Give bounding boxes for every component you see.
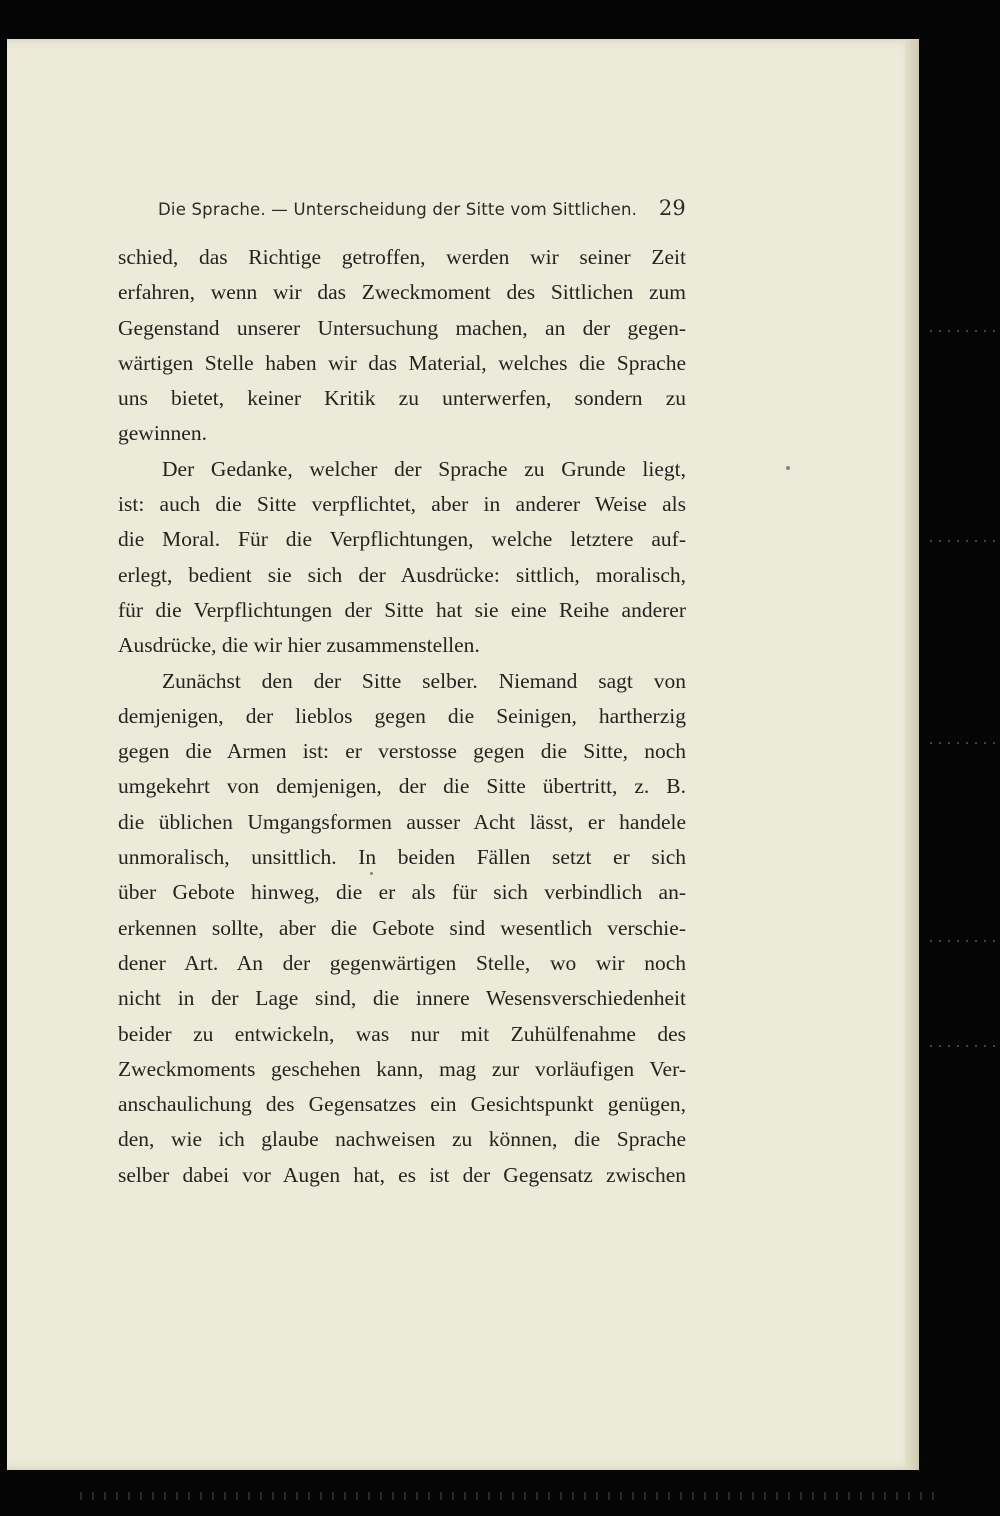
text-line: beider zu entwickeln, was nur mit Zuhülfenahme des: [118, 1021, 686, 1046]
scan-edge-marks: [930, 540, 996, 542]
text-line: den, wie ich glaube nachweisen zu können, die Sprache: [118, 1127, 686, 1152]
text-line: uns bietet, keiner Kritik zu unterwerfen, sondern zu: [118, 386, 686, 411]
page-number: 29: [658, 196, 686, 220]
text-line: ist: auch die Sitte verpflichtet, aber in anderer Weise als: [118, 492, 686, 517]
scan-edge-marks: [930, 1045, 996, 1047]
text-line: für die Verpflichtungen der Sitte hat sie eine Reihe anderer: [118, 597, 686, 622]
text-line: Gegenstand unserer Untersuchung machen, an der gegen-: [118, 315, 686, 340]
text-line: erkennen sollte, aber die Gebote sind wesentlich verschie-: [118, 915, 686, 940]
text-line: über Gebote hinweg, die er als für sich verbindlich an-: [118, 880, 686, 905]
text-line: anschaulichung des Gegensatzes ein Gesichtspunkt genügen,: [118, 1092, 686, 1117]
text-line: dener Art. An der gegenwärtigen Stelle, wo wir noch: [118, 950, 686, 975]
text-line: erlegt, bedient sie sich der Ausdrücke: sittlich, moralisch,: [118, 562, 686, 587]
text-line: Zweckmoments geschehen kann, mag zur vorläufigen Ver-: [118, 1056, 686, 1081]
text-line: schied, das Richtige getroffen, werden wir seiner Zeit: [118, 245, 686, 269]
text-line: gegen die Armen ist: er verstosse gegen die Sitte, noch: [118, 739, 686, 764]
text-line: nicht in der Lage sind, die innere Wesensverschiedenheit: [118, 986, 686, 1011]
running-head-title: Die Sprache. — Unterscheidung der Sitte vom Sittlichen.: [158, 200, 638, 219]
paper-speck: [786, 466, 790, 470]
text-line: die üblichen Umgangsformen ausser Acht lässt, er handele: [118, 809, 686, 834]
text-line: Der Gedanke, welcher der Sprache zu Grunde liegt,: [162, 456, 686, 481]
scan-bottom-marks: [80, 1492, 940, 1500]
scan-edge-marks: [930, 330, 996, 332]
text-line: gewinnen.: [118, 421, 207, 446]
body-text: [118, 240, 686, 1193]
text-line: selber dabei vor Augen hat, es ist der Gegensatz zwischen: [118, 1162, 686, 1187]
text-line: Zunächst den der Sitte selber. Niemand sagt von: [162, 668, 686, 693]
paper-speck: [370, 872, 373, 875]
running-head: [158, 196, 686, 226]
text-line: umgekehrt von demjenigen, der die Sitte übertritt, z. B.: [118, 774, 686, 799]
page-edge-shadow: [905, 39, 919, 1470]
text-line: erfahren, wenn wir das Zweckmoment des Sittlichen zum: [118, 280, 686, 305]
text-line: wärtigen Stelle haben wir das Material, welches die Sprache: [118, 350, 686, 375]
text-line: Ausdrücke, die wir hier zusammenstellen.: [118, 633, 480, 658]
scan-edge-marks: [930, 742, 996, 744]
text-line: unmoralisch, unsittlich. In beiden Fällen setzt er sich: [118, 845, 686, 870]
text-line: die Moral. Für die Verpflichtungen, welche letztere auf-: [118, 527, 686, 552]
scan-edge-marks: [930, 940, 996, 942]
text-line: demjenigen, der lieblos gegen die Seinigen, hartherzig: [118, 703, 686, 728]
